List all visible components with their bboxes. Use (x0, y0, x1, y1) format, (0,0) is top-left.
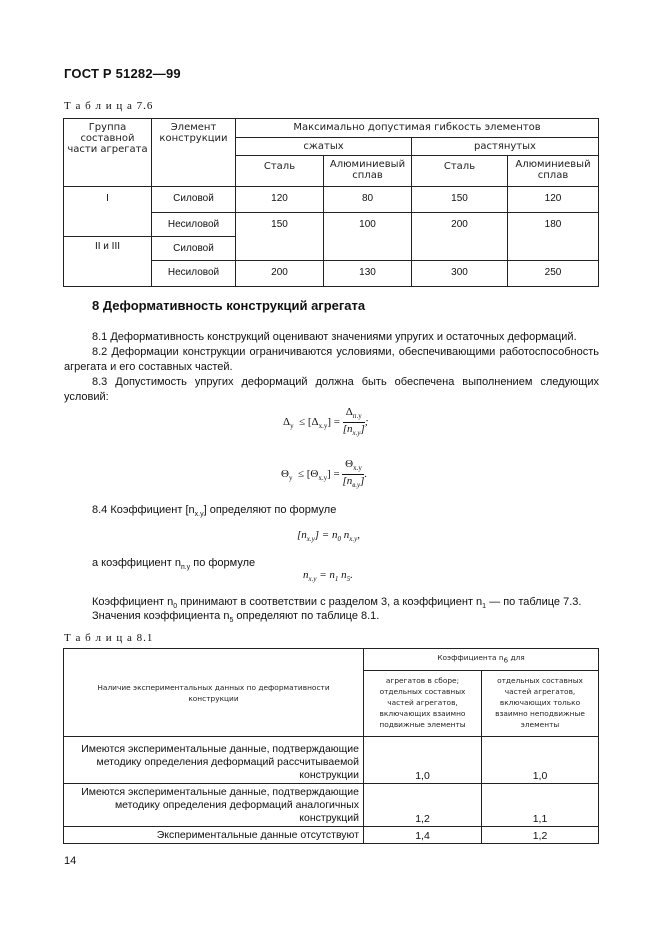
cell-group: II и III (64, 237, 152, 287)
row-label: Имеются экспериментальные данные, подтверждающие методику определения деформаций аналогичных конструкций (64, 784, 364, 827)
head-max: Максимально допустимая гибкость элементов (236, 119, 599, 138)
cell-value: 300 (412, 261, 508, 287)
cell-element: Силовой (152, 237, 236, 261)
cell-value: 150 (412, 187, 508, 213)
document-code: ГОСТ Р 51282—99 (64, 66, 181, 81)
paragraph-8-3: 8.3 Допустимость упругих деформаций должна быть обеспечена выполнением следующих условий: (64, 376, 599, 403)
paragraph-8-6: Значения коэффициента $n_5$ определяют по таблице 8.1. (92, 610, 380, 625)
head-col-2: отдельных составных частей агрегатов, включающих только взаимно неподвижные элементы (482, 671, 599, 737)
cell-element: Несиловой (152, 213, 236, 237)
table-7-6-caption: Т а б л и ц а 7.6 (64, 100, 154, 112)
cell-value: 200 (412, 213, 508, 261)
head-data: Наличие экспериментальных данных по деформативности конструкции (64, 649, 364, 737)
paragraph-8-1: 8.1 Деформативность конструкций оценивают значениями упругих и остаточных деформаций. (92, 331, 577, 343)
cell-value: 1,1 (482, 784, 599, 827)
page-number: 14 (64, 855, 77, 867)
paragraph-8-2: 8.2 Деформации конструкции ограничиваются условиями, обеспечивающими работоспособность агрегата и его составных частей. (64, 346, 599, 373)
table-8-1 (63, 648, 599, 844)
cell-value: 100 (324, 213, 412, 261)
head-compressed: сжатых (236, 138, 412, 156)
formula-nxy: $[n_{х.у}] = n_0$ $n_{х.у}$, (297, 529, 360, 544)
table-row (64, 784, 599, 827)
formula-npy: $n_{х.у} = n_1$ $n_5$. (303, 569, 353, 584)
row-label: Имеются экспериментальные данные, подтверждающие методику определения деформаций рассчитываемой конструкции (64, 737, 364, 784)
cell-value: 180 (508, 213, 599, 261)
cell-value: 120 (508, 187, 599, 213)
col-alu-2: Алюминиевый сплав (508, 156, 599, 187)
paragraph-8-4: 8.4 Коэффициент $[n_{х.у}]$ определяют по формуле (92, 504, 337, 519)
section-title: 8 Деформативность конструкций агрегата (92, 298, 366, 313)
col-alu-1: Алюминиевый сплав (324, 156, 412, 187)
cell-element: Несиловой (152, 261, 236, 287)
paragraph-8-5: Коэффициент $n_0$ принимают в соответствии с разделом 3, а коэффициент $n_1$ — по таблице 7.3. (92, 596, 582, 611)
cell-value: 1,0 (482, 737, 599, 784)
table-row (64, 187, 599, 213)
cell-group: I (64, 187, 152, 237)
cell-value: 120 (236, 187, 324, 213)
table-row (64, 827, 599, 844)
cell-value: 80 (324, 187, 412, 213)
formula-theta: $\Theta_у \le [\Theta_{х.у}]$ = $\frac{\Theta_{х.у}}{[n_{в.у}]}$ . (281, 458, 368, 490)
table-8-1-caption: Т а б л и ц а 8.1 (64, 632, 154, 644)
paragraph-8-4b: а коэффициент $n_{п.у}$ по формуле (92, 557, 256, 572)
cell-value: 200 (236, 261, 324, 287)
head-col-1: агрегатов в сборе; отдельных составных частей агрегатов, включающих взаимно подвижные элементы (364, 671, 482, 737)
cell-value: 1,0 (364, 737, 482, 784)
table-row (64, 737, 599, 784)
table-7-6 (63, 118, 599, 287)
formula-delta: $\Delta_у \le [\Delta_{х.у}]$ = $\frac{\Delta_{п.у}}{[n_{х.у}]}$ ; (283, 406, 369, 438)
col-steel-1: Сталь (236, 156, 324, 187)
head-group: Группа составной части агрегата (64, 119, 152, 187)
cell-value: 1,4 (364, 827, 482, 844)
cell-value: 150 (236, 213, 324, 261)
head-stretched: растянутых (412, 138, 599, 156)
head-coef: Коэффициента $n_6$ для (364, 649, 599, 671)
cell-value: 1,2 (482, 827, 599, 844)
cell-value: 1,2 (364, 784, 482, 827)
cell-value: 130 (324, 261, 412, 287)
row-label: Экспериментальные данные отсутствуют (64, 827, 364, 844)
cell-value: 250 (508, 261, 599, 287)
cell-element: Силовой (152, 187, 236, 213)
col-steel-2: Сталь (412, 156, 508, 187)
head-element: Элемент конструкции (152, 119, 236, 187)
